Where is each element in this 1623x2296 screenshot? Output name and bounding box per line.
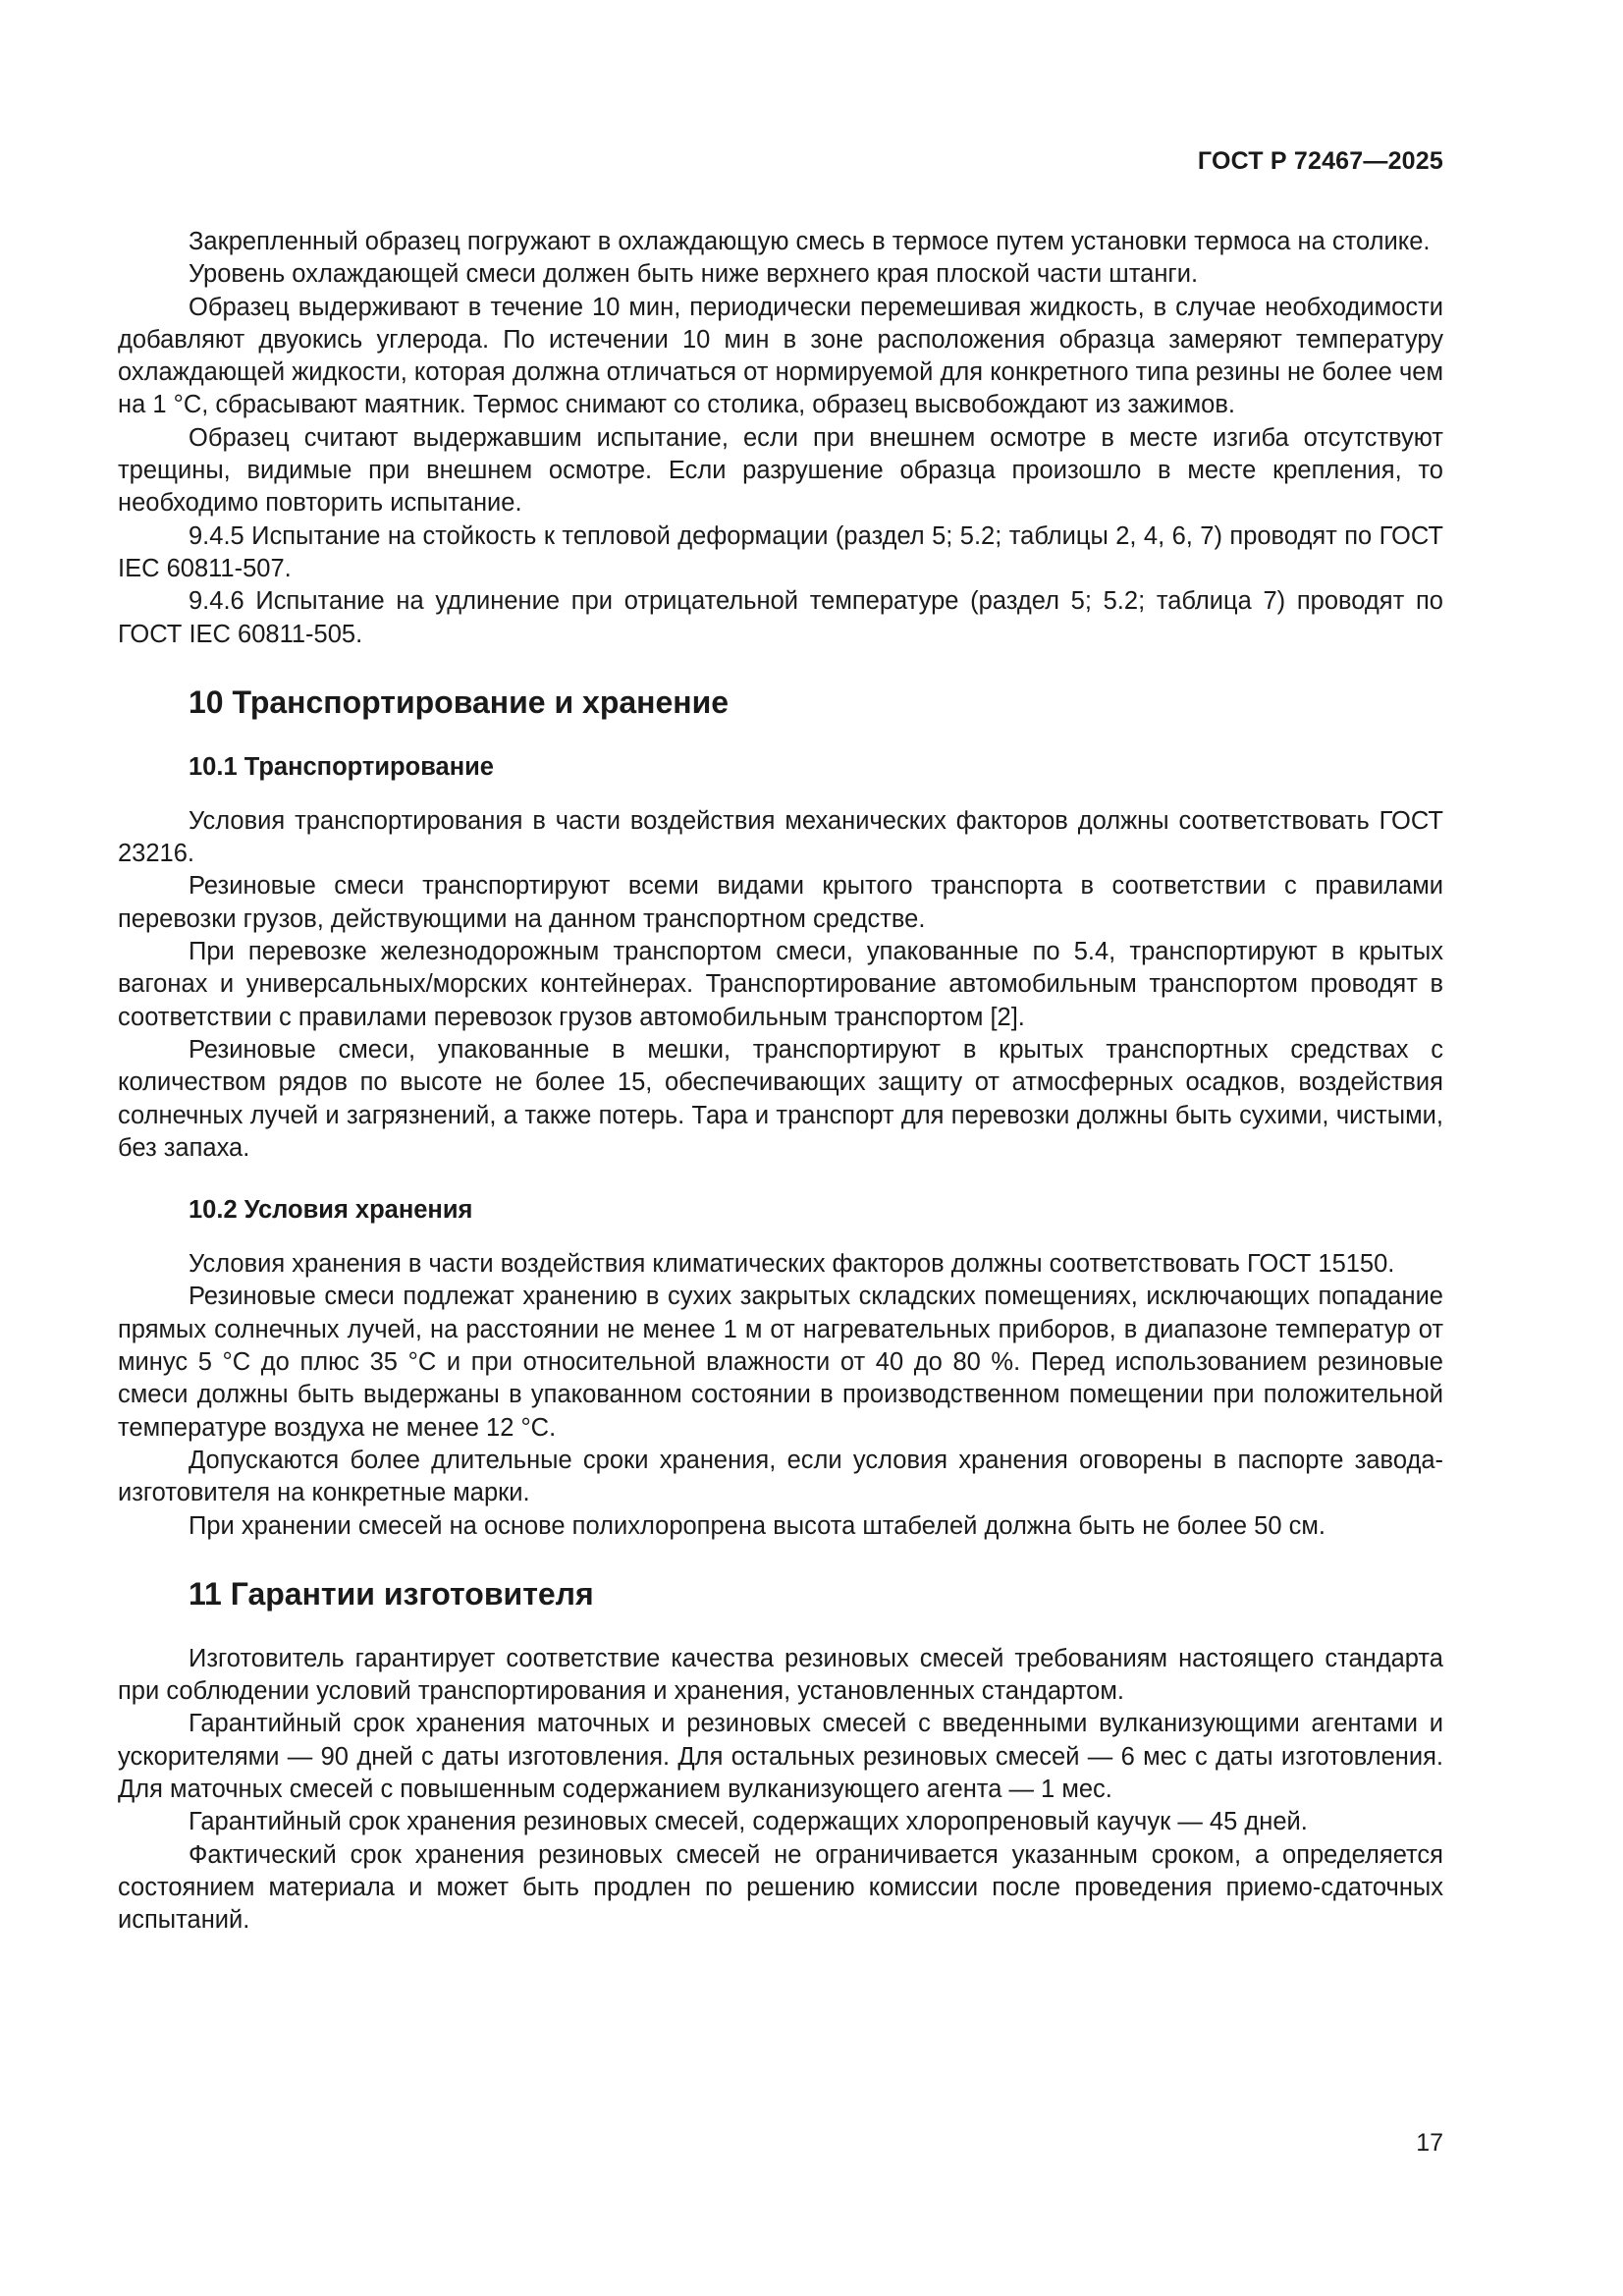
document-body	[118, 226, 1443, 1937]
paragraph: Гарантийный срок хранения резиновых смесей, содержащих хлоропреновый каучук — 45 дней.	[189, 1808, 1308, 1836]
paragraph: Уровень охлаждающей смеси должен быть ниже верхнего края плоской части штанги.	[189, 260, 1199, 289]
paragraph: Резиновые смеси, упакованные в мешки, транспортируют в крытых транспортных средствах с количеством рядов по высоте не более 15, обеспечивающих защиту от атмосферных осадков, воздействия солнечных лучей и загрязнений, а также потерь. Тара и транспорт для перевозки должны быть сухими, чистыми, без запаха.	[118, 1035, 1443, 1162]
paragraph: При перевозке железнодорожным транспортом смеси, упакованные по 5.4, транспортируют в крытых вагонах и универсальных/морских контейнерах. Транспортирование автомобильным транспортом проводят в соответствии с правилами перевозок грузов автомобильным транспортом [2].	[118, 938, 1443, 1031]
section-heading-10: 10 Транспортирование и хранение	[189, 683, 730, 720]
paragraph: Изготовитель гарантирует соответствие качества резиновых смесей требованиям настоящего стандарта при соблюдении условий транспортирования и хранения, установленных стандартом.	[118, 1644, 1443, 1706]
document-code: ГОСТ Р 72467—2025	[1197, 147, 1443, 175]
paragraph: 9.4.6 Испытание на удлинение при отрицательной температуре (раздел 5; 5.2; таблица 7) проводят по ГОСТ IEC 60811-505.	[118, 587, 1443, 648]
section-heading-11: 11 Гарантии изготовителя	[189, 1575, 594, 1612]
paragraph: Условия хранения в части воздействия климатических факторов должны соответствовать ГОСТ 15150.	[189, 1250, 1395, 1279]
subsection-heading-10-2: 10.2 Условия хранения	[189, 1196, 473, 1225]
page-number: 17	[1416, 2129, 1443, 2157]
paragraph: Резиновые смеси подлежат хранению в сухих закрытых складских помещениях, исключающих попадание прямых солнечных лучей, на расстоянии не менее 1 м от нагревательных приборов, в диапазоне температур от минус 5 °C до плюс 35 °C и при относительной влажности от 40 до 80 %. Перед использованием резиновые смеси должны быть выдержаны в упакованном состоянии в производственном помещении при положительной температуре воздуха не менее 12 °C.	[118, 1283, 1443, 1442]
paragraph: Фактический срок хранения резиновых смесей не ограничивается указанным сроком, а определяется состоянием материала и может быть продлен по решению комиссии после проведения приемо-сдаточных испытаний.	[118, 1840, 1443, 1935]
paragraph: Допускаются более длительные сроки хранения, если условия хранения оговорены в паспорте завода-изготовителя на конкретные марки.	[118, 1446, 1443, 1507]
paragraph: Гарантийный срок хранения маточных и резиновых смесей с введенными вулканизующими агентами и ускорителями — 90 дней с даты изготовления. Для остальных резиновых смесей — 6 мес с даты изготовления. Для маточных смесей с повышенным содержанием вулканизующего агента — 1 мес.	[118, 1710, 1443, 1803]
paragraph: Образец считают выдержавшим испытание, если при внешнем осмотре в месте изгиба отсутствуют трещины, видимые при внешнем осмотре. Если разрушение образца произошло в месте крепления, то необходимо повторить испытание.	[118, 423, 1443, 518]
paragraph: Закрепленный образец погружают в охлаждающую смесь в термосе путем установки термоса на столике.	[189, 228, 1431, 255]
paragraph: Условия транспортирования в части воздействия механических факторов должны соответствовать ГОСТ 23216.	[118, 806, 1443, 868]
paragraph: Образец выдерживают в течение 10 мин, периодически перемешивая жидкость, в случае необходимости добавляют двуокись углерода. По истечении 10 мин в зоне расположения образца замеряют температуру охлаждающей жидкости, которая должна отличаться от нормируемой для конкретного типа резины не более чем на 1 °C, сбрасывают маятник. Термос снимают со столика, образец высвобождают из зажимов.	[118, 293, 1443, 419]
paragraph: При хранении смесей на основе полихлоропрена высота штабелей должна быть не более 50 см.	[189, 1511, 1325, 1540]
subsection-heading-10-1: 10.1 Транспортирование	[189, 752, 494, 781]
paragraph: 9.4.5 Испытание на стойкость к тепловой деформации (раздел 5; 5.2; таблицы 2, 4, 6, 7) проводят по ГОСТ IEC 60811-507.	[118, 521, 1443, 582]
paragraph: Резиновые смеси транспортируют всеми видами крытого транспорта в соответствии с правилами перевозки грузов, действующими на данном транспортном средстве.	[118, 872, 1443, 933]
